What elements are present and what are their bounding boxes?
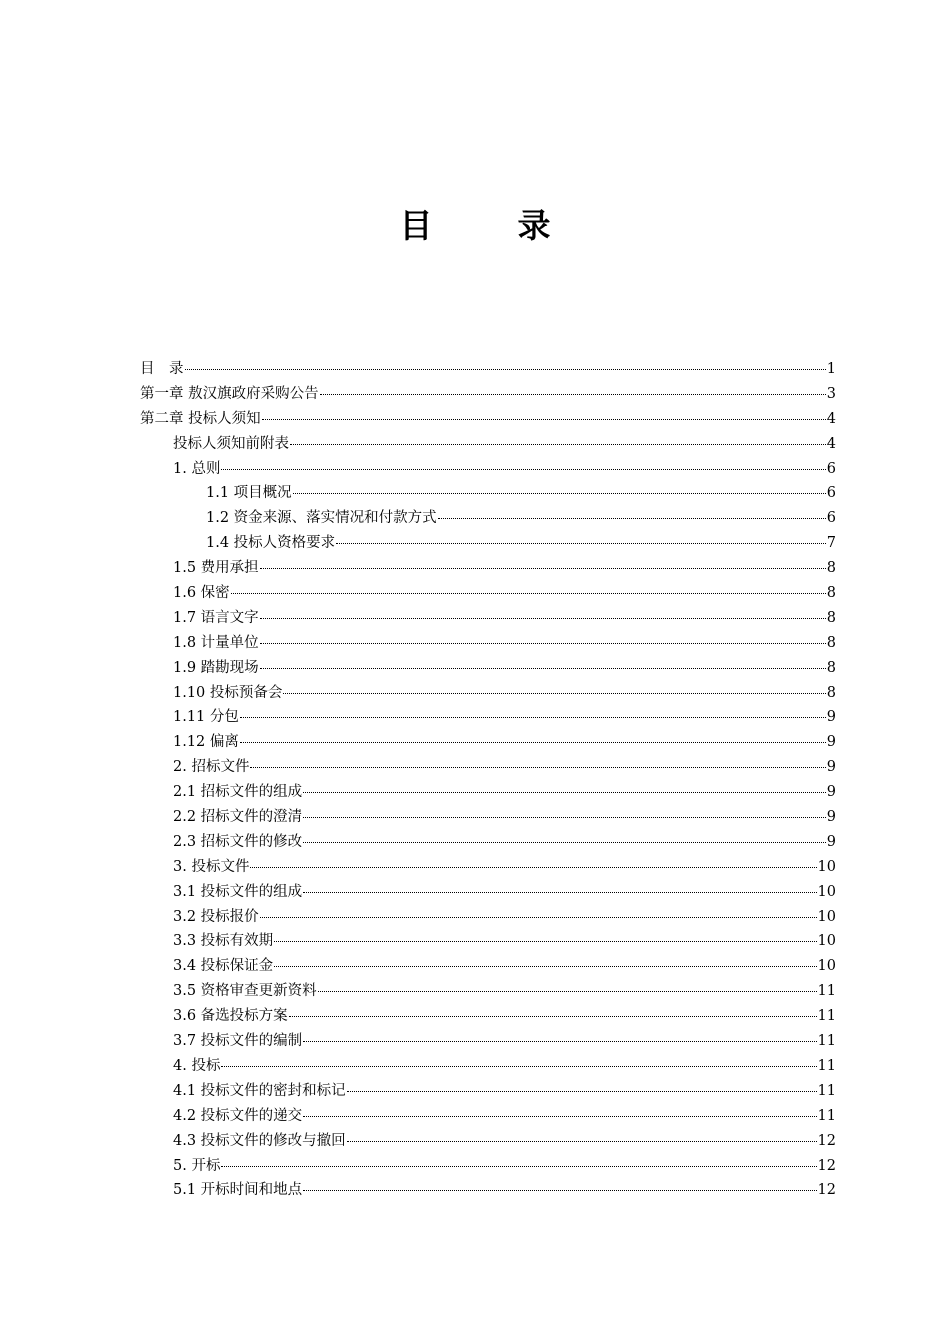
toc-entry-label: 1.7 语言文字	[173, 609, 259, 626]
toc-dot-leader	[336, 529, 826, 544]
toc-dot-leader	[240, 728, 826, 743]
toc-dot-leader	[293, 479, 826, 494]
toc-entry[interactable]	[140, 1004, 836, 1029]
toc-entry-label: 1.8 计量单位	[173, 634, 259, 651]
toc-entry[interactable]	[140, 880, 836, 905]
toc-entry[interactable]	[140, 432, 836, 457]
toc-dot-leader	[438, 504, 826, 519]
toc-dot-leader	[303, 878, 816, 893]
toc-dot-leader	[283, 679, 825, 694]
toc-entry-page-number: 11	[817, 1008, 836, 1025]
toc-entry-label: 1. 总则	[173, 460, 221, 477]
toc-entry-label: 4.3 投标文件的修改与撤回	[173, 1132, 346, 1149]
toc-dot-leader	[303, 828, 826, 843]
toc-dot-leader	[250, 753, 825, 768]
toc-entry-page-number: 12	[817, 1157, 836, 1174]
toc-entry-page-number: 12	[817, 1132, 836, 1149]
toc-entry-label: 投标人须知前附表	[173, 435, 289, 452]
toc-entry[interactable]	[140, 1029, 836, 1054]
toc-entry[interactable]	[140, 631, 836, 656]
toc-dot-leader	[289, 1002, 817, 1017]
toc-entry-page-number: 4	[826, 435, 836, 452]
toc-entry-page-number: 7	[826, 535, 836, 552]
toc-entry-page-number: 9	[826, 809, 836, 826]
toc-entry-label: 1.9 踏勘现场	[173, 659, 259, 676]
toc-entry-page-number: 12	[817, 1182, 836, 1199]
toc-entry-label: 5. 开标	[173, 1157, 221, 1174]
toc-entry-label: 3. 投标文件	[173, 858, 250, 875]
toc-entry[interactable]	[140, 954, 836, 979]
toc-entry[interactable]	[140, 606, 836, 631]
toc-entry[interactable]	[140, 905, 836, 930]
toc-entry-page-number: 10	[817, 883, 836, 900]
toc-entry-label: 3.6 备选投标方案	[173, 1008, 288, 1025]
toc-entry-label: 第一章 敖汉旗政府采购公告	[140, 385, 319, 402]
toc-entry-page-number: 11	[817, 1033, 836, 1050]
toc-entry[interactable]	[140, 1129, 836, 1154]
toc-entry[interactable]	[140, 979, 836, 1004]
toc-entry-page-number: 1	[826, 361, 836, 377]
toc-entry-page-number: 9	[826, 709, 836, 726]
toc-entry-page-number: 11	[817, 1057, 836, 1074]
toc-entry-label: 1.12 偏离	[173, 734, 239, 751]
toc-entry-page-number: 6	[826, 510, 836, 527]
toc-entry[interactable]	[140, 755, 836, 780]
toc-entry-page-number: 9	[826, 833, 836, 850]
table-of-contents	[140, 357, 836, 1203]
toc-dot-leader	[303, 803, 826, 818]
toc-entry-label: 4.1 投标文件的密封和标记	[173, 1082, 346, 1099]
toc-entry-page-number: 6	[826, 485, 836, 502]
toc-entry-label: 3.2 投标报价	[173, 908, 259, 925]
toc-entry-page-number: 8	[826, 634, 836, 651]
toc-entry-label: 2.1 招标文件的组成	[173, 784, 303, 801]
toc-entry-page-number: 3	[826, 385, 836, 402]
toc-entry-page-number: 11	[817, 1107, 836, 1124]
toc-entry-page-number: 8	[826, 609, 836, 626]
toc-dot-leader	[347, 1077, 817, 1092]
toc-entry-label: 1.1 项目概况	[206, 485, 292, 502]
toc-entry-label: 2.3 招标文件的修改	[173, 833, 303, 850]
toc-entry[interactable]	[140, 357, 836, 382]
toc-entry[interactable]	[140, 780, 836, 805]
toc-entry-label: 4. 投标	[173, 1057, 221, 1074]
toc-dot-leader	[185, 355, 826, 370]
toc-entry-label: 2.2 招标文件的澄清	[173, 809, 303, 826]
toc-entry-label: 3.5 资格审查更新资料	[173, 983, 317, 1000]
toc-dot-leader	[290, 430, 826, 445]
toc-dot-leader	[221, 1052, 816, 1067]
toc-entry-page-number: 10	[817, 958, 836, 975]
toc-entry-page-number: 11	[817, 1082, 836, 1099]
toc-dot-leader	[260, 604, 826, 619]
toc-dot-leader	[221, 455, 825, 470]
toc-entry[interactable]	[140, 457, 836, 482]
toc-entry-page-number: 9	[826, 784, 836, 801]
toc-entry-label: 1.2 资金来源、落实情况和付款方式	[206, 510, 437, 527]
toc-entry-page-number: 10	[817, 933, 836, 950]
toc-entry-page-number: 8	[826, 560, 836, 577]
toc-entry[interactable]	[140, 929, 836, 954]
toc-entry[interactable]	[140, 1054, 836, 1079]
toc-entry[interactable]	[140, 656, 836, 681]
toc-dot-leader	[303, 778, 826, 793]
toc-dot-leader	[274, 927, 816, 942]
toc-dot-leader	[260, 554, 826, 569]
toc-dot-leader	[231, 579, 826, 594]
toc-entry[interactable]	[140, 531, 836, 556]
toc-dot-leader	[262, 405, 826, 420]
toc-entry-label: 5.1 开标时间和地点	[173, 1182, 303, 1199]
toc-dot-leader	[318, 977, 817, 992]
toc-entry-label: 2. 招标文件	[173, 759, 250, 776]
toc-entry[interactable]	[140, 481, 836, 506]
toc-entry[interactable]	[140, 830, 836, 855]
toc-entry[interactable]	[140, 855, 836, 880]
toc-entry[interactable]	[140, 1104, 836, 1129]
toc-dot-leader	[260, 903, 817, 918]
toc-entry-label: 第二章 投标人须知	[140, 410, 261, 427]
toc-entry[interactable]	[140, 1079, 836, 1104]
toc-entry-label: 1.10 投标预备会	[173, 684, 283, 701]
toc-entry-label: 1.11 分包	[173, 709, 239, 726]
toc-entry[interactable]	[140, 382, 836, 407]
toc-entry-label: 1.5 费用承担	[173, 560, 259, 577]
toc-entry-page-number: 8	[826, 684, 836, 701]
toc-dot-leader	[303, 1102, 816, 1117]
toc-dot-leader	[260, 654, 826, 669]
toc-entry-label: 1.4 投标人资格要求	[206, 535, 336, 552]
toc-entry[interactable]	[140, 1178, 836, 1203]
toc-entry-page-number: 6	[826, 460, 836, 477]
toc-dot-leader	[260, 629, 826, 644]
page-title: 目 录	[399, 206, 577, 245]
toc-entry[interactable]	[140, 805, 836, 830]
toc-entry[interactable]	[140, 730, 836, 755]
toc-entry-page-number: 8	[826, 585, 836, 602]
toc-dot-leader	[250, 853, 816, 868]
toc-entry-label: 3.7 投标文件的编制	[173, 1033, 303, 1050]
toc-dot-leader	[347, 1127, 817, 1142]
toc-dot-leader	[221, 1152, 816, 1167]
toc-dot-leader	[240, 703, 826, 718]
toc-entry[interactable]	[140, 1154, 836, 1179]
toc-dot-leader	[303, 1176, 816, 1191]
toc-entry-label: 3.1 投标文件的组成	[173, 883, 303, 900]
toc-entry-label: 1.6 保密	[173, 585, 230, 602]
toc-entry-page-number: 10	[817, 908, 836, 925]
toc-dot-leader	[274, 952, 816, 967]
toc-dot-leader	[320, 380, 826, 395]
toc-entry[interactable]	[140, 705, 836, 730]
toc-entry-label: 3.3 投标有效期	[173, 933, 274, 950]
toc-entry-page-number: 11	[817, 983, 836, 1000]
toc-entry[interactable]	[140, 506, 836, 531]
toc-entry-page-number: 9	[826, 734, 836, 751]
toc-entry-label: 4.2 投标文件的递交	[173, 1107, 303, 1124]
toc-entry-page-number: 10	[817, 858, 836, 875]
toc-entry[interactable]	[140, 407, 836, 432]
toc-dot-leader	[303, 1027, 816, 1042]
toc-entry-page-number: 4	[826, 410, 836, 427]
toc-entry-label: 目 录	[140, 361, 184, 377]
toc-entry[interactable]	[140, 581, 836, 606]
toc-entry-page-number: 9	[826, 759, 836, 776]
toc-entry[interactable]	[140, 556, 836, 581]
toc-entry-page-number: 8	[826, 659, 836, 676]
toc-entry-label: 3.4 投标保证金	[173, 958, 274, 975]
toc-entry[interactable]	[140, 681, 836, 706]
